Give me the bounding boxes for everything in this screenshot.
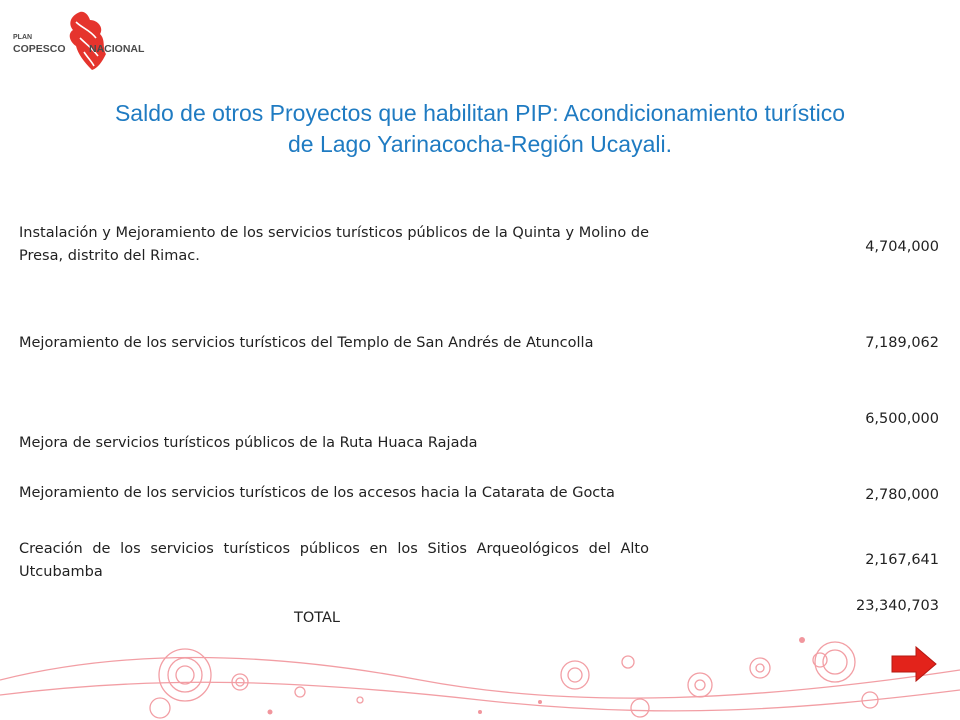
arrow-right-icon[interactable] (890, 645, 938, 683)
total-amount: 23,340,703 (855, 598, 939, 614)
project-description: Mejoramiento de los servicios turísticos del Templo de San Andrés de Atuncolla (19, 335, 594, 351)
peru-map-icon (10, 8, 160, 74)
project-amount: 7,189,062 (865, 335, 939, 351)
project-amount: 2,780,000 (865, 487, 939, 503)
project-description: Instalación y Mejoramiento de los servicios turísticos públicos de la Quinta y Molino de Presa, distrito del Rimac. (19, 225, 649, 264)
project-description: Mejora de servicios turísticos públicos de la Ruta Huaca Rajada (19, 435, 478, 451)
plan-copesco-logo (10, 8, 160, 74)
logo-copesco-text: COPESCO (13, 43, 66, 55)
decorative-swirls (0, 620, 960, 720)
slide-title-line-2: de Lago Yarinacocha-Región Ucayali. (287, 131, 672, 157)
logo-nacional-text: NACIONAL (89, 43, 145, 55)
project-amount: 4,704,000 (865, 239, 939, 255)
logo-plan-text: PLAN (13, 34, 33, 41)
project-description: Mejoramiento de los servicios turísticos de los accesos hacia la Catarata de Gocta (19, 485, 615, 501)
project-amount: 2,167,641 (865, 552, 939, 568)
total-label: TOTAL (294, 610, 340, 626)
project-description: Creación de los servicios turísticos públicos en los Sitios Arqueológicos del Alto Utcubamba (19, 541, 649, 580)
project-amount: 6,500,000 (865, 411, 939, 427)
slide-title (30, 98, 930, 160)
slide-title-line-1: Saldo de otros Proyectos que habilitan PIP: Acondicionamiento turístico (114, 100, 846, 126)
